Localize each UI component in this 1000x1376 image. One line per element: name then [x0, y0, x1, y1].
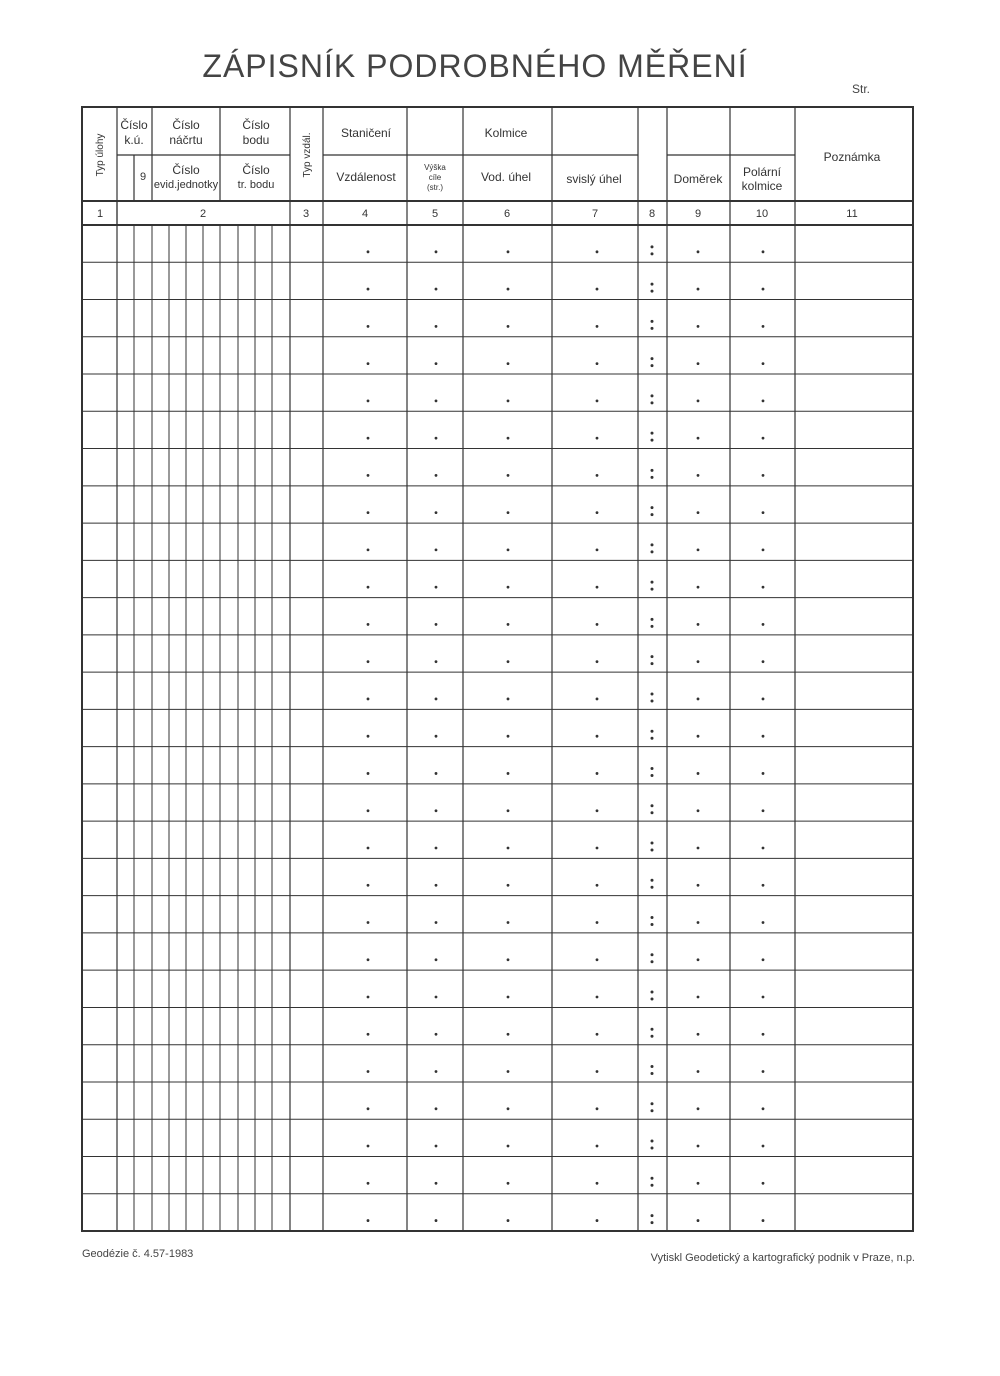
header-svisly-uhel: svislý úhel — [566, 172, 622, 186]
decimal-dot — [596, 288, 599, 291]
decimal-dot — [367, 437, 370, 440]
decimal-dot — [762, 511, 765, 514]
decimal-dot — [435, 660, 438, 663]
decimal-dot — [507, 325, 510, 328]
colon-dot — [651, 998, 654, 1001]
header-vzdalenost: Vzdálenost — [336, 170, 396, 184]
decimal-dot — [762, 549, 765, 552]
decimal-dot — [507, 437, 510, 440]
colon-dot — [651, 1147, 654, 1150]
decimal-dot — [697, 623, 700, 626]
decimal-dot — [367, 399, 370, 402]
decimal-dot — [435, 549, 438, 552]
colon-dot — [651, 1109, 654, 1112]
decimal-dot — [507, 1033, 510, 1036]
header-typ-vzdal: Typ vzdál. — [302, 132, 313, 178]
decimal-dot — [507, 399, 510, 402]
decimal-dot — [596, 996, 599, 999]
decimal-dot — [507, 586, 510, 589]
form-title: ZÁPISNÍK PODROBNÉHO MĚŘENÍ — [202, 48, 748, 84]
decimal-dot — [762, 474, 765, 477]
colon-dot — [651, 730, 654, 733]
colon-dot — [651, 699, 654, 702]
decimal-dot — [507, 660, 510, 663]
colon-dot — [651, 1072, 654, 1075]
decimal-dot — [697, 1182, 700, 1185]
colon-dot — [651, 469, 654, 472]
colon-dot — [651, 581, 654, 584]
decimal-dot — [697, 698, 700, 701]
decimal-dot — [697, 1070, 700, 1073]
decimal-dot — [367, 735, 370, 738]
decimal-dot — [697, 921, 700, 924]
decimal-dot — [596, 399, 599, 402]
column-number-10: 10 — [755, 208, 769, 220]
decimal-dot — [762, 958, 765, 961]
decimal-dot — [367, 325, 370, 328]
column-number-3: 3 — [302, 208, 310, 220]
colon-dot — [651, 841, 654, 844]
decimal-dot — [697, 660, 700, 663]
colon-dot — [651, 1214, 654, 1217]
header-domerek: Doměrek — [673, 172, 723, 186]
header-poznamka: Poznámka — [823, 150, 881, 164]
decimal-dot — [596, 660, 599, 663]
decimal-dot — [697, 847, 700, 850]
decimal-dot — [367, 474, 370, 477]
colon-dot — [651, 1184, 654, 1187]
decimal-dot — [762, 586, 765, 589]
header-vyska-line1: Výška — [424, 163, 446, 172]
decimal-dot — [435, 1107, 438, 1110]
header-cislo-ku-line2: k.ú. — [124, 133, 144, 147]
decimal-dot — [367, 1145, 370, 1148]
decimal-dot — [435, 735, 438, 738]
decimal-dot — [697, 884, 700, 887]
decimal-dot — [596, 623, 599, 626]
decimal-dot — [697, 996, 700, 999]
decimal-dot — [596, 1107, 599, 1110]
decimal-dot — [435, 698, 438, 701]
decimal-dot — [697, 250, 700, 253]
decimal-dot — [507, 1182, 510, 1185]
colon-dot — [651, 953, 654, 956]
decimal-dot — [435, 1145, 438, 1148]
decimal-dot — [367, 921, 370, 924]
decimal-dot — [367, 1033, 370, 1036]
colon-dot — [651, 1065, 654, 1068]
decimal-dot — [435, 474, 438, 477]
decimal-dot — [762, 1033, 765, 1036]
colon-dot — [651, 513, 654, 516]
decimal-dot — [367, 958, 370, 961]
decimal-dot — [507, 772, 510, 775]
colon-dot — [651, 245, 654, 248]
decimal-dot — [697, 809, 700, 812]
decimal-dot — [697, 437, 700, 440]
decimal-dot — [507, 735, 510, 738]
decimal-dot — [507, 549, 510, 552]
decimal-dot — [367, 884, 370, 887]
column-number-11: 11 — [846, 208, 858, 220]
decimal-dot — [697, 772, 700, 775]
decimal-dot — [507, 809, 510, 812]
colon-dot — [651, 923, 654, 926]
decimal-dot — [507, 884, 510, 887]
decimal-dot — [596, 549, 599, 552]
decimal-dot — [762, 921, 765, 924]
decimal-dot — [507, 958, 510, 961]
decimal-dot — [697, 1219, 700, 1222]
column-number-9: 9 — [694, 208, 702, 220]
decimal-dot — [435, 772, 438, 775]
decimal-dot — [507, 698, 510, 701]
decimal-dot — [596, 847, 599, 850]
colon-dot — [651, 960, 654, 963]
decimal-dot — [507, 362, 510, 365]
colon-dot — [651, 618, 654, 621]
header-staniceni: Staničení — [340, 126, 392, 140]
header-cislo-bodu-line1: Číslo — [242, 118, 270, 132]
colon-dot — [651, 991, 654, 994]
colon-dot — [651, 1140, 654, 1143]
decimal-dot — [762, 437, 765, 440]
decimal-dot — [596, 325, 599, 328]
colon-dot — [651, 916, 654, 919]
colon-dot — [651, 804, 654, 807]
decimal-dot — [435, 288, 438, 291]
decimal-dot — [367, 698, 370, 701]
colon-dot — [651, 1177, 654, 1180]
decimal-dot — [697, 399, 700, 402]
colon-dot — [651, 364, 654, 367]
footer-form-number: Geodézie č. 4.57-1983 — [82, 1248, 194, 1260]
decimal-dot — [435, 623, 438, 626]
decimal-dot — [367, 809, 370, 812]
decimal-dot — [596, 1145, 599, 1148]
decimal-dot — [367, 362, 370, 365]
decimal-dot — [367, 1219, 370, 1222]
decimal-dot — [367, 660, 370, 663]
header-cislo-bodu-line2: bodu — [242, 133, 270, 147]
decimal-dot — [697, 362, 700, 365]
decimal-dot — [596, 437, 599, 440]
decimal-dot — [596, 586, 599, 589]
decimal-dot — [435, 809, 438, 812]
decimal-dot — [507, 511, 510, 514]
decimal-dot — [435, 325, 438, 328]
colon-dot — [651, 1035, 654, 1038]
colon-dot — [651, 886, 654, 889]
decimal-dot — [596, 958, 599, 961]
column-number-2: 2 — [199, 208, 207, 220]
decimal-dot — [507, 1070, 510, 1073]
decimal-dot — [762, 772, 765, 775]
colon-dot — [651, 327, 654, 330]
decimal-dot — [435, 1070, 438, 1073]
decimal-dot — [596, 1219, 599, 1222]
decimal-dot — [762, 996, 765, 999]
decimal-dot — [596, 250, 599, 253]
decimal-dot — [435, 1033, 438, 1036]
colon-dot — [651, 662, 654, 665]
decimal-dot — [435, 511, 438, 514]
decimal-dot — [596, 809, 599, 812]
decimal-dot — [762, 884, 765, 887]
decimal-dot — [367, 549, 370, 552]
decimal-dot — [507, 250, 510, 253]
colon-dot — [651, 625, 654, 628]
header-nine: 9 — [139, 171, 147, 183]
page-number-label: Str. — [852, 82, 871, 96]
colon-dot — [651, 879, 654, 882]
decimal-dot — [596, 884, 599, 887]
decimal-dot — [507, 921, 510, 924]
colon-dot — [651, 401, 654, 404]
decimal-dot — [367, 511, 370, 514]
colon-dot — [651, 655, 654, 658]
colon-dot — [651, 432, 654, 435]
decimal-dot — [596, 1182, 599, 1185]
decimal-dot — [762, 399, 765, 402]
decimal-dot — [367, 586, 370, 589]
decimal-dot — [697, 1033, 700, 1036]
decimal-dot — [762, 623, 765, 626]
column-number-1: 1 — [96, 208, 104, 220]
colon-dot — [651, 1102, 654, 1105]
colon-dot — [651, 737, 654, 740]
decimal-dot — [507, 996, 510, 999]
header-kolmice: Kolmice — [484, 126, 528, 140]
decimal-dot — [367, 847, 370, 850]
decimal-dot — [367, 623, 370, 626]
header-cislo-nacrtu-line2: náčrtu — [169, 133, 203, 147]
decimal-dot — [762, 1070, 765, 1073]
decimal-dot — [435, 884, 438, 887]
decimal-dot — [435, 921, 438, 924]
decimal-dot — [367, 1107, 370, 1110]
header-cislo-ku-line1: Číslo — [120, 118, 148, 132]
decimal-dot — [762, 809, 765, 812]
header-vyska-line2: cíle — [428, 173, 442, 182]
decimal-dot — [762, 1107, 765, 1110]
header-vod-uhel: Vod. úhel — [480, 170, 532, 184]
colon-dot — [651, 506, 654, 509]
colon-dot — [651, 252, 654, 255]
footer-printer: Vytiskl Geodetický a kartografický podnik v Praze, n.p. — [650, 1252, 915, 1264]
decimal-dot — [697, 586, 700, 589]
header-trbodu-line1: Číslo — [242, 163, 270, 177]
decimal-dot — [596, 362, 599, 365]
header-typ-ulohy: Typ úlohy — [95, 133, 106, 177]
header-cislo-nacrtu-line1: Číslo — [172, 118, 200, 132]
decimal-dot — [762, 735, 765, 738]
decimal-dot — [435, 362, 438, 365]
header-polarni-line1: Polární — [742, 165, 782, 179]
column-number-7: 7 — [591, 208, 599, 220]
decimal-dot — [435, 399, 438, 402]
decimal-dot — [697, 549, 700, 552]
decimal-dot — [762, 847, 765, 850]
decimal-dot — [762, 250, 765, 253]
decimal-dot — [596, 921, 599, 924]
header-evid-line1: Číslo — [172, 163, 200, 177]
decimal-dot — [762, 698, 765, 701]
decimal-dot — [697, 474, 700, 477]
colon-dot — [651, 1221, 654, 1224]
decimal-dot — [762, 325, 765, 328]
column-number-8: 8 — [648, 208, 656, 220]
decimal-dot — [507, 1107, 510, 1110]
decimal-dot — [762, 1182, 765, 1185]
decimal-dot — [697, 958, 700, 961]
colon-dot — [651, 774, 654, 777]
decimal-dot — [435, 958, 438, 961]
decimal-dot — [596, 474, 599, 477]
colon-dot — [651, 811, 654, 814]
colon-dot — [651, 357, 654, 360]
decimal-dot — [762, 362, 765, 365]
decimal-dot — [762, 288, 765, 291]
decimal-dot — [697, 735, 700, 738]
decimal-dot — [762, 1145, 765, 1148]
decimal-dot — [697, 511, 700, 514]
decimal-dot — [435, 437, 438, 440]
decimal-dot — [507, 623, 510, 626]
decimal-dot — [435, 1182, 438, 1185]
colon-dot — [651, 290, 654, 293]
decimal-dot — [435, 1219, 438, 1222]
decimal-dot — [507, 1219, 510, 1222]
header-vyska-line3: (str.) — [427, 183, 443, 192]
colon-dot — [651, 1028, 654, 1031]
colon-dot — [651, 588, 654, 591]
decimal-dot — [697, 1145, 700, 1148]
decimal-dot — [367, 250, 370, 253]
colon-dot — [651, 320, 654, 323]
decimal-dot — [367, 1182, 370, 1185]
decimal-dot — [367, 288, 370, 291]
decimal-dot — [596, 1033, 599, 1036]
colon-dot — [651, 767, 654, 770]
colon-dot — [651, 692, 654, 695]
column-number-5: 5 — [431, 208, 439, 220]
colon-dot — [651, 476, 654, 479]
colon-dot — [651, 543, 654, 546]
decimal-dot — [435, 847, 438, 850]
decimal-dot — [697, 1107, 700, 1110]
decimal-dot — [435, 996, 438, 999]
colon-dot — [651, 394, 654, 397]
decimal-dot — [762, 660, 765, 663]
decimal-dot — [367, 996, 370, 999]
colon-dot — [651, 283, 654, 286]
column-number-6: 6 — [503, 208, 511, 220]
decimal-dot — [596, 511, 599, 514]
decimal-dot — [507, 847, 510, 850]
header-polarni-line2: kolmice — [741, 179, 783, 193]
column-number-4: 4 — [361, 208, 369, 220]
decimal-dot — [697, 288, 700, 291]
decimal-dot — [507, 288, 510, 291]
decimal-dot — [435, 586, 438, 589]
decimal-dot — [507, 474, 510, 477]
decimal-dot — [596, 735, 599, 738]
decimal-dot — [435, 250, 438, 253]
decimal-dot — [762, 1219, 765, 1222]
decimal-dot — [596, 698, 599, 701]
decimal-dot — [367, 772, 370, 775]
colon-dot — [651, 848, 654, 851]
colon-dot — [651, 439, 654, 442]
decimal-dot — [697, 325, 700, 328]
decimal-dot — [596, 1070, 599, 1073]
decimal-dot — [367, 1070, 370, 1073]
colon-dot — [651, 550, 654, 553]
decimal-dot — [596, 772, 599, 775]
header-evid-line2: evid.jednotky — [153, 179, 219, 191]
decimal-dot — [507, 1145, 510, 1148]
header-trbodu-line2: tr. bodu — [237, 179, 275, 191]
